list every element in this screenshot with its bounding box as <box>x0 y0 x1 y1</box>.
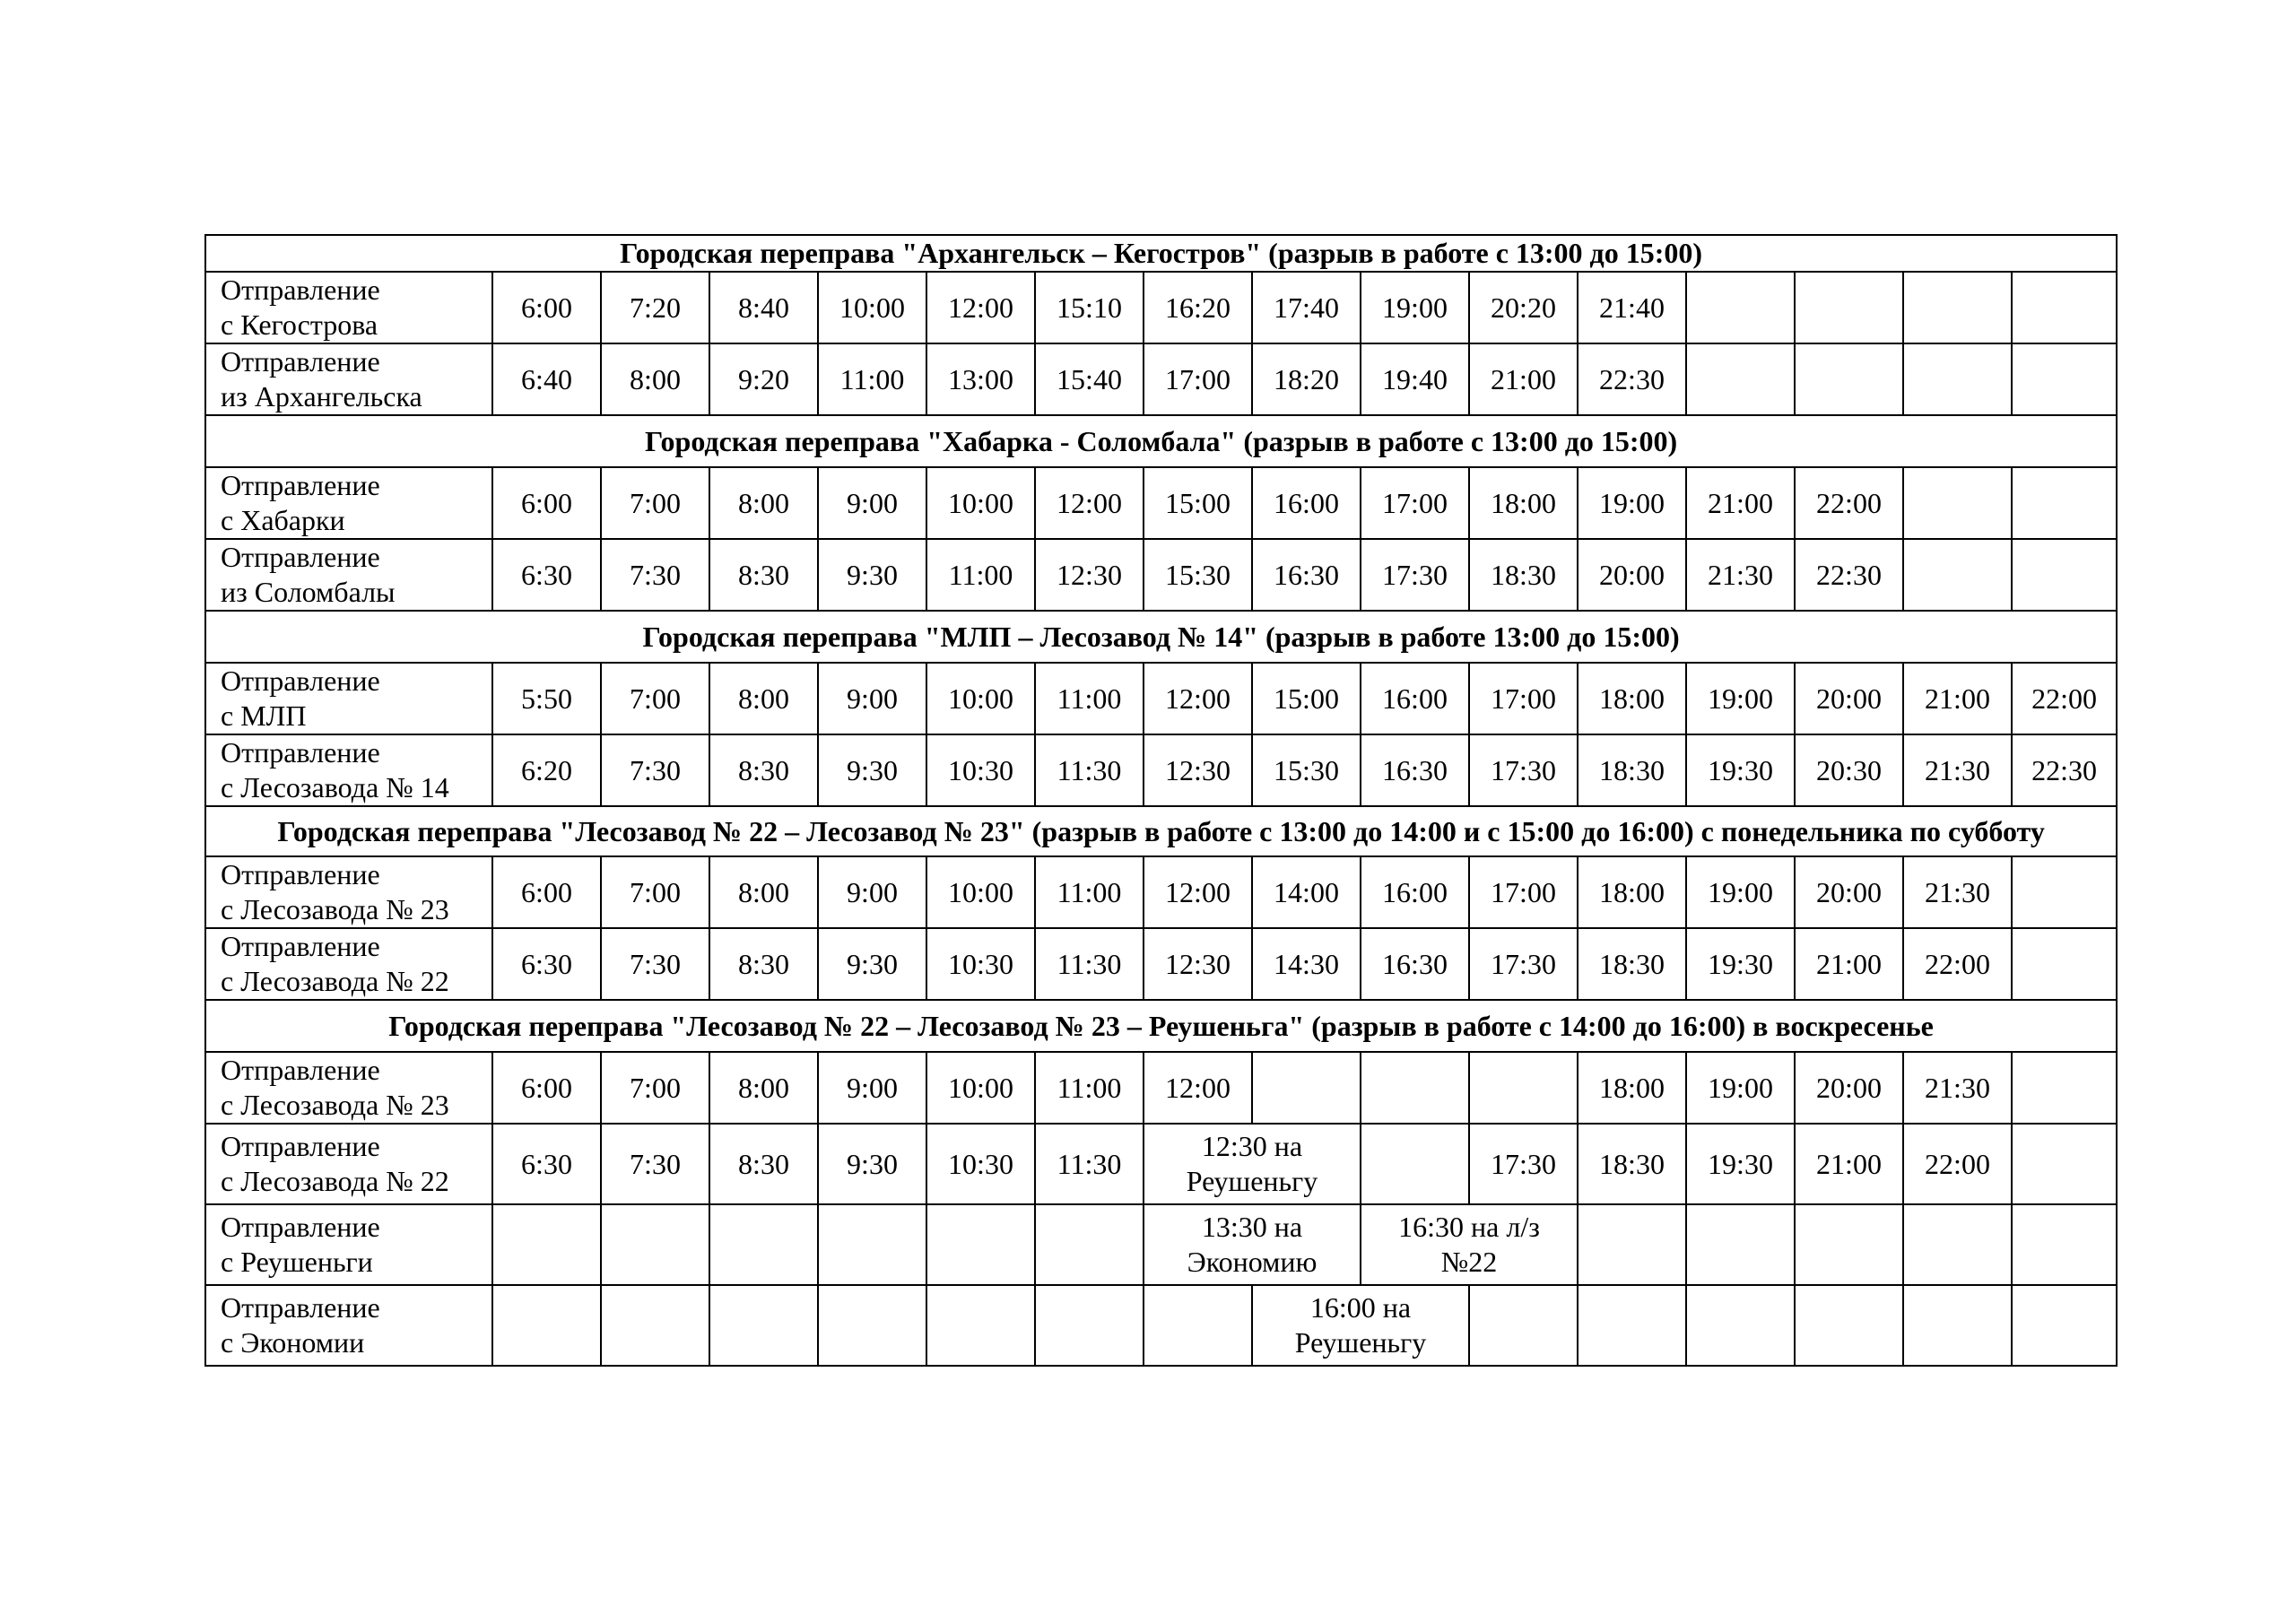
time-cell: 9:30 <box>818 1124 926 1204</box>
note-line: Реушеньгу <box>1186 1165 1318 1197</box>
empty-cell <box>492 1204 601 1285</box>
empty-cell <box>2012 539 2117 611</box>
empty-cell <box>1903 539 2012 611</box>
note-line: 16:00 на <box>1309 1291 1412 1324</box>
time-cell: 20:00 <box>1795 663 1903 734</box>
time-cell: 6:30 <box>492 928 601 1000</box>
row-label-line: с МЛП <box>221 699 307 732</box>
time-cell: 11:30 <box>1035 734 1144 806</box>
time-cell: 9:30 <box>818 539 926 611</box>
time-cell: 11:30 <box>1035 928 1144 1000</box>
row-label-line: Отправление <box>221 1130 380 1162</box>
empty-cell <box>1903 1204 2012 1285</box>
note-line: Реушеньгу <box>1294 1326 1427 1359</box>
empty-cell <box>1035 1204 1144 1285</box>
empty-cell <box>709 1285 818 1366</box>
time-cell: 9:30 <box>818 734 926 806</box>
empty-cell <box>2012 343 2117 415</box>
time-cell: 20:00 <box>1578 539 1686 611</box>
time-cell: 12:00 <box>1144 1052 1252 1124</box>
time-cell: 18:30 <box>1578 1124 1686 1204</box>
time-cell: 19:00 <box>1686 1052 1795 1124</box>
time-cell: 16:30 <box>1361 734 1469 806</box>
time-cell: 22:30 <box>2012 734 2117 806</box>
row-label-line: с Лесозавода № 14 <box>221 771 449 803</box>
empty-cell <box>2012 1285 2117 1366</box>
time-cell: 15:40 <box>1035 343 1144 415</box>
time-cell: 9:00 <box>818 467 926 539</box>
time-cell: 19:00 <box>1686 663 1795 734</box>
time-cell: 16:00 <box>1361 663 1469 734</box>
empty-cell <box>2012 928 2117 1000</box>
row-label <box>205 343 492 415</box>
row-label-line: Отправление <box>221 1291 380 1324</box>
time-cell: 15:10 <box>1035 272 1144 343</box>
row-label <box>205 1124 492 1204</box>
empty-cell <box>2012 856 2117 928</box>
time-cell: 10:00 <box>926 856 1035 928</box>
time-cell: 8:30 <box>709 928 818 1000</box>
row-label-line: Отправление <box>221 930 380 962</box>
time-cell: 20:00 <box>1795 856 1903 928</box>
section-title: Городская переправа "Лесозавод № 22 – Лесозавод № 23 – Реушеньга" (разрыв в работе с 14:00 до 16:00) в воскресенье <box>205 1000 2117 1052</box>
row-label-line: с Экономии <box>221 1326 365 1359</box>
time-cell: 20:20 <box>1469 272 1578 343</box>
time-cell: 21:30 <box>1903 856 2012 928</box>
time-cell: 10:00 <box>926 467 1035 539</box>
time-cell: 10:30 <box>926 734 1035 806</box>
empty-cell <box>1144 1285 1252 1366</box>
time-cell: 7:30 <box>601 928 709 1000</box>
empty-cell <box>1795 1204 1903 1285</box>
empty-cell <box>1578 1204 1686 1285</box>
time-cell: 6:00 <box>492 1052 601 1124</box>
time-cell: 17:30 <box>1361 539 1469 611</box>
time-cell: 11:00 <box>1035 1052 1144 1124</box>
time-cell: 7:00 <box>601 1052 709 1124</box>
row-label <box>205 734 492 806</box>
time-cell: 14:00 <box>1252 856 1361 928</box>
time-cell: 9:20 <box>709 343 818 415</box>
note-line: 16:30 на л/з <box>1398 1211 1540 1243</box>
time-cell: 8:40 <box>709 272 818 343</box>
time-cell: 12:00 <box>1144 856 1252 928</box>
row-label <box>205 539 492 611</box>
time-cell: 15:00 <box>1252 663 1361 734</box>
time-cell: 9:30 <box>818 928 926 1000</box>
section-header-row <box>205 235 2117 272</box>
time-cell: 19:30 <box>1686 1124 1795 1204</box>
empty-cell <box>1903 1285 2012 1366</box>
row-label-line: Отправление <box>221 274 380 306</box>
section-header-row <box>205 415 2117 467</box>
row-label-line: Отправление <box>221 541 380 573</box>
row-label-line: с Реушеньги <box>221 1246 373 1278</box>
time-cell: 15:30 <box>1252 734 1361 806</box>
empty-cell <box>1686 272 1795 343</box>
section-title: Городская переправа "Хабарка - Соломбала" (разрыв в работе с 13:00 до 15:00) <box>205 415 2117 467</box>
table-row <box>205 928 2117 1000</box>
empty-cell <box>1469 1052 1578 1124</box>
time-cell: 11:00 <box>926 539 1035 611</box>
empty-cell <box>1578 1285 1686 1366</box>
time-cell: 6:00 <box>492 272 601 343</box>
time-cell: 22:00 <box>2012 663 2117 734</box>
time-cell: 18:00 <box>1469 467 1578 539</box>
time-cell: 21:30 <box>1903 1052 2012 1124</box>
time-cell: 21:30 <box>1686 539 1795 611</box>
table-row <box>205 539 2117 611</box>
time-cell: 18:00 <box>1578 1052 1686 1124</box>
row-label-line: Отправление <box>221 345 380 378</box>
empty-cell <box>1903 467 2012 539</box>
time-cell: 22:30 <box>1795 539 1903 611</box>
table-row <box>205 734 2117 806</box>
time-cell: 22:00 <box>1795 467 1903 539</box>
row-label-line: Отправление <box>221 469 380 501</box>
time-cell: 16:00 <box>1361 856 1469 928</box>
time-cell: 8:00 <box>709 1052 818 1124</box>
note-line: 12:30 на <box>1201 1130 1303 1162</box>
section-header-row <box>205 1000 2117 1052</box>
time-cell: 12:30 <box>1035 539 1144 611</box>
time-cell: 6:20 <box>492 734 601 806</box>
time-cell: 18:00 <box>1578 663 1686 734</box>
time-cell: 8:30 <box>709 539 818 611</box>
time-cell: 17:00 <box>1469 663 1578 734</box>
empty-cell <box>818 1285 926 1366</box>
time-cell: 15:00 <box>1144 467 1252 539</box>
section-title: Городская переправа "Лесозавод № 22 – Лесозавод № 23" (разрыв в работе с 13:00 до 14:00 и с 15:00 до 16:00) с понедельника по субботу <box>205 806 2117 856</box>
empty-cell <box>818 1204 926 1285</box>
time-cell: 12:30 <box>1144 734 1252 806</box>
time-cell: 7:00 <box>601 663 709 734</box>
time-cell: 18:00 <box>1578 856 1686 928</box>
time-cell: 9:00 <box>818 856 926 928</box>
table-row <box>205 1285 2117 1366</box>
empty-cell <box>2012 1052 2117 1124</box>
note-cell <box>1144 1124 1361 1204</box>
row-label-line: из Соломбалы <box>221 576 396 608</box>
row-label <box>205 1285 492 1366</box>
time-cell: 16:30 <box>1252 539 1361 611</box>
time-cell: 18:30 <box>1578 928 1686 1000</box>
time-cell: 11:00 <box>1035 856 1144 928</box>
section-header-row <box>205 611 2117 663</box>
time-cell: 18:20 <box>1252 343 1361 415</box>
time-cell: 6:30 <box>492 1124 601 1204</box>
table-row <box>205 1204 2117 1285</box>
note-cell <box>1252 1285 1469 1366</box>
row-label-line: Отправление <box>221 664 380 697</box>
time-cell: 19:30 <box>1686 734 1795 806</box>
empty-cell <box>2012 272 2117 343</box>
empty-cell <box>926 1285 1035 1366</box>
time-cell: 7:20 <box>601 272 709 343</box>
note-line: 13:30 на <box>1201 1211 1303 1243</box>
time-cell: 19:40 <box>1361 343 1469 415</box>
time-cell: 17:30 <box>1469 1124 1578 1204</box>
table-row <box>205 343 2117 415</box>
time-cell: 8:00 <box>709 663 818 734</box>
table-row <box>205 272 2117 343</box>
time-cell: 7:30 <box>601 539 709 611</box>
time-cell: 6:00 <box>492 856 601 928</box>
empty-cell <box>1035 1285 1144 1366</box>
row-label <box>205 272 492 343</box>
time-cell: 11:00 <box>818 343 926 415</box>
time-cell: 12:00 <box>1144 663 1252 734</box>
time-cell: 6:00 <box>492 467 601 539</box>
time-cell: 10:00 <box>926 663 1035 734</box>
time-cell: 17:40 <box>1252 272 1361 343</box>
time-cell: 17:30 <box>1469 928 1578 1000</box>
row-label-line: с Лесозавода № 22 <box>221 1165 449 1197</box>
time-cell: 10:00 <box>818 272 926 343</box>
time-cell: 14:30 <box>1252 928 1361 1000</box>
time-cell: 22:00 <box>1903 1124 2012 1204</box>
row-label-line: из Архангельска <box>221 380 422 413</box>
time-cell: 20:30 <box>1795 734 1903 806</box>
time-cell: 12:00 <box>1035 467 1144 539</box>
row-label <box>205 1204 492 1285</box>
time-cell: 21:00 <box>1469 343 1578 415</box>
empty-cell <box>1686 1204 1795 1285</box>
empty-cell <box>1795 1285 1903 1366</box>
time-cell: 19:00 <box>1361 272 1469 343</box>
empty-cell <box>492 1285 601 1366</box>
ferry-schedule-table <box>204 234 2118 1367</box>
section-title: Городская переправа "Архангельск – Кегостров" (разрыв в работе с 13:00 до 15:00) <box>205 235 2117 272</box>
time-cell: 19:00 <box>1578 467 1686 539</box>
time-cell: 7:30 <box>601 734 709 806</box>
time-cell: 10:30 <box>926 1124 1035 1204</box>
time-cell: 21:40 <box>1578 272 1686 343</box>
time-cell: 20:00 <box>1795 1052 1903 1124</box>
row-label <box>205 467 492 539</box>
time-cell: 15:30 <box>1144 539 1252 611</box>
time-cell: 21:00 <box>1795 1124 1903 1204</box>
table-row <box>205 663 2117 734</box>
empty-cell <box>1686 343 1795 415</box>
time-cell: 9:00 <box>818 663 926 734</box>
time-cell: 6:40 <box>492 343 601 415</box>
time-cell: 18:30 <box>1578 734 1686 806</box>
time-cell: 17:00 <box>1361 467 1469 539</box>
time-cell: 7:30 <box>601 1124 709 1204</box>
time-cell: 7:00 <box>601 856 709 928</box>
row-label-line: Отправление <box>221 1211 380 1243</box>
section-header-row <box>205 806 2117 856</box>
row-label-line: Отправление <box>221 736 380 769</box>
empty-cell <box>1903 343 2012 415</box>
time-cell: 5:50 <box>492 663 601 734</box>
empty-cell <box>1795 343 1903 415</box>
table-row <box>205 467 2117 539</box>
time-cell: 17:00 <box>1144 343 1252 415</box>
empty-cell <box>2012 1124 2117 1204</box>
time-cell: 8:30 <box>709 734 818 806</box>
row-label <box>205 928 492 1000</box>
time-cell: 12:30 <box>1144 928 1252 1000</box>
time-cell: 8:00 <box>709 856 818 928</box>
time-cell: 7:00 <box>601 467 709 539</box>
empty-cell <box>1252 1052 1361 1124</box>
empty-cell <box>601 1204 709 1285</box>
table-row <box>205 1052 2117 1124</box>
time-cell: 11:30 <box>1035 1124 1144 1204</box>
time-cell: 17:00 <box>1469 856 1578 928</box>
time-cell: 16:20 <box>1144 272 1252 343</box>
time-cell: 19:30 <box>1686 928 1795 1000</box>
time-cell: 10:30 <box>926 928 1035 1000</box>
row-label-line: с Лесозавода № 22 <box>221 965 449 997</box>
row-label-line: Отправление <box>221 1054 380 1086</box>
row-label <box>205 856 492 928</box>
time-cell: 22:30 <box>1578 343 1686 415</box>
time-cell: 10:00 <box>926 1052 1035 1124</box>
row-label-line: Отправление <box>221 858 380 890</box>
row-label-line: с Хабарки <box>221 504 345 536</box>
time-cell: 16:00 <box>1252 467 1361 539</box>
time-cell: 8:00 <box>601 343 709 415</box>
time-cell: 21:00 <box>1795 928 1903 1000</box>
empty-cell <box>1795 272 1903 343</box>
note-cell <box>1144 1204 1361 1285</box>
empty-cell <box>601 1285 709 1366</box>
time-cell: 8:30 <box>709 1124 818 1204</box>
empty-cell <box>709 1204 818 1285</box>
time-cell: 19:00 <box>1686 856 1795 928</box>
empty-cell <box>1361 1124 1469 1204</box>
row-label-line: с Лесозавода № 23 <box>221 1089 449 1121</box>
time-cell: 13:00 <box>926 343 1035 415</box>
table-row <box>205 1124 2117 1204</box>
time-cell: 21:30 <box>1903 734 2012 806</box>
note-line: Экономию <box>1187 1246 1318 1278</box>
empty-cell <box>926 1204 1035 1285</box>
time-cell: 11:00 <box>1035 663 1144 734</box>
empty-cell <box>1903 272 2012 343</box>
empty-cell <box>2012 467 2117 539</box>
note-cell <box>1361 1204 1578 1285</box>
empty-cell <box>1469 1285 1578 1366</box>
empty-cell <box>2012 1204 2117 1285</box>
section-title: Городская переправа "МЛП – Лесозавод № 14" (разрыв в работе 13:00 до 15:00) <box>205 611 2117 663</box>
row-label <box>205 1052 492 1124</box>
row-label-line: с Кегострова <box>221 308 378 341</box>
empty-cell <box>1686 1285 1795 1366</box>
time-cell: 9:00 <box>818 1052 926 1124</box>
row-label-line: с Лесозавода № 23 <box>221 893 449 925</box>
time-cell: 16:30 <box>1361 928 1469 1000</box>
table-row <box>205 856 2117 928</box>
empty-cell <box>1361 1052 1469 1124</box>
note-line: №22 <box>1440 1246 1498 1278</box>
row-label <box>205 663 492 734</box>
time-cell: 18:30 <box>1469 539 1578 611</box>
time-cell: 6:30 <box>492 539 601 611</box>
time-cell: 12:00 <box>926 272 1035 343</box>
time-cell: 21:00 <box>1903 663 2012 734</box>
time-cell: 22:00 <box>1903 928 2012 1000</box>
time-cell: 21:00 <box>1686 467 1795 539</box>
time-cell: 8:00 <box>709 467 818 539</box>
time-cell: 17:30 <box>1469 734 1578 806</box>
